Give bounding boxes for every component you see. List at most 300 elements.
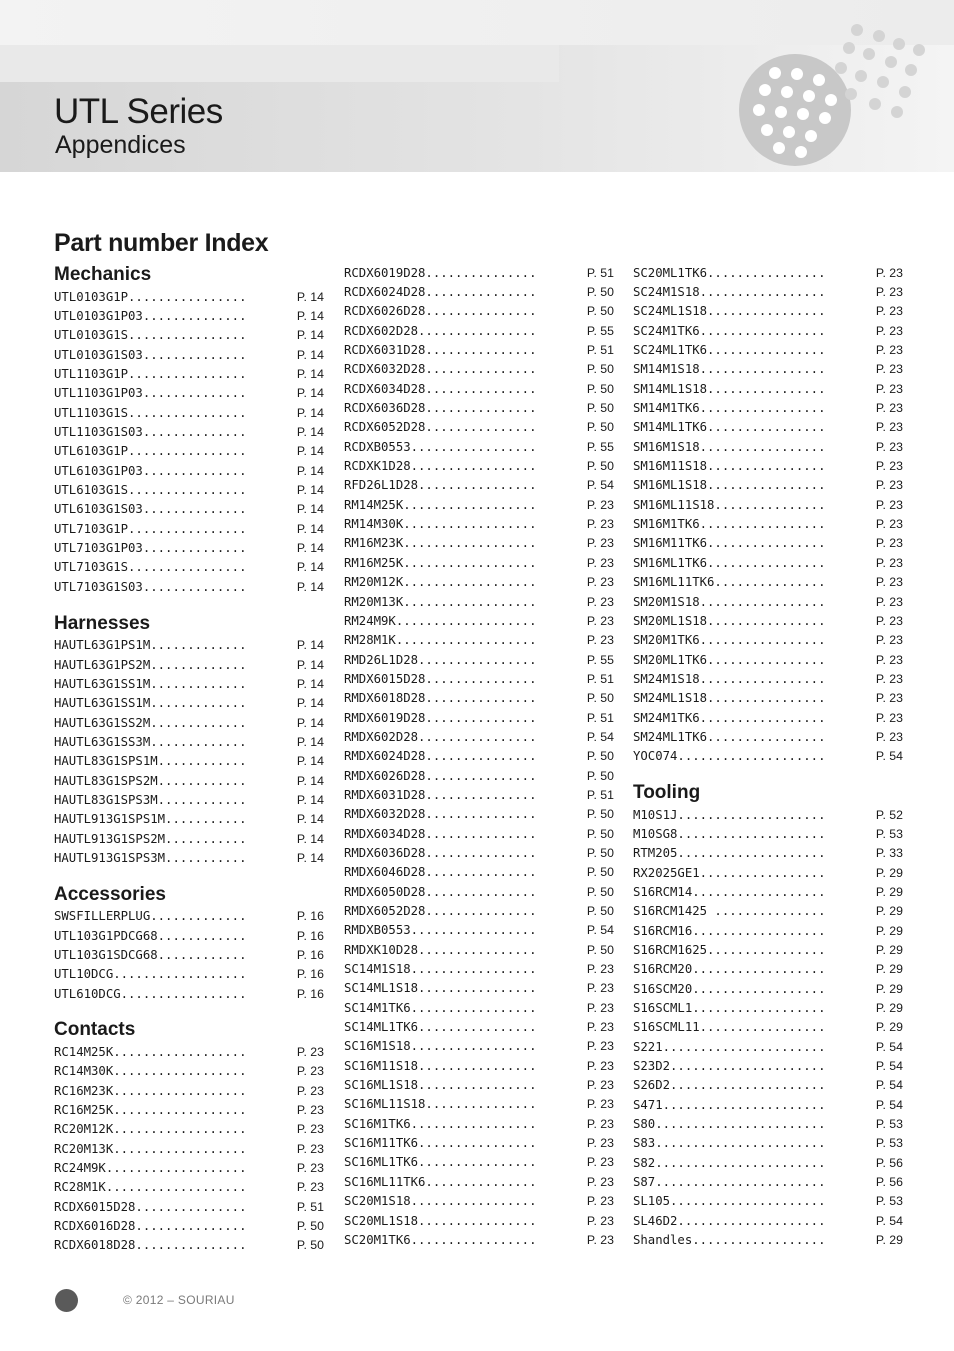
- part-number: SC16M1TK6.................: [344, 1116, 537, 1131]
- index-entry: [54, 287, 324, 306]
- part-number: RC20M12K..................: [54, 1122, 247, 1137]
- page-reference: P. 23: [875, 710, 903, 725]
- part-number: UTL0103G1S................: [54, 328, 247, 343]
- part-number: SL105.....................: [633, 1194, 826, 1209]
- page-reference: P. 50: [586, 691, 614, 706]
- page-reference: P. 23: [586, 1174, 614, 1189]
- page-reference: P. 54: [586, 729, 614, 744]
- page-reference: P. 23: [586, 1232, 614, 1247]
- index-entry: [344, 1192, 614, 1211]
- index-entry: [54, 636, 324, 655]
- part-number: HAUTL913G1SPS3M...........: [54, 850, 247, 865]
- part-number: RMDX6019D28...............: [344, 710, 537, 725]
- part-number: UTL610DCG.................: [54, 986, 247, 1001]
- page-reference: P. 14: [296, 367, 324, 382]
- part-number: SM16ML1S18................: [633, 478, 826, 493]
- index-entry: [54, 364, 324, 383]
- page-reference: P. 23: [875, 439, 903, 454]
- index-entry: [633, 979, 903, 998]
- index-entry: [633, 456, 903, 475]
- part-number: HAUTL63G1SS1M.............: [54, 676, 247, 691]
- part-number: RMDXB0553.................: [344, 923, 537, 938]
- index-entry: [54, 1197, 324, 1216]
- index-entry: [54, 965, 324, 984]
- page-reference: P. 23: [875, 729, 903, 744]
- page-reference: P. 29: [875, 904, 903, 919]
- index-entry: [344, 747, 614, 766]
- section-heading: Harnesses: [54, 612, 151, 634]
- index-entry: [344, 1230, 614, 1249]
- index-entry: [344, 979, 614, 998]
- page-reference: P. 29: [875, 1001, 903, 1016]
- index-entry: [344, 321, 614, 340]
- index-entry: [633, 340, 903, 359]
- page-reference: P. 16: [296, 928, 324, 943]
- part-number: UTL0103G1S03..............: [54, 347, 247, 362]
- index-entry: [633, 902, 903, 921]
- index-column-2: [344, 263, 614, 1250]
- part-number: RC14M25K..................: [54, 1045, 247, 1060]
- page-reference: P. 14: [296, 309, 324, 324]
- part-number: SC16ML1S18................: [344, 1078, 537, 1093]
- part-number: RM16M25K..................: [344, 555, 537, 570]
- index-entry: [54, 732, 324, 751]
- index-entry: [344, 708, 614, 727]
- page-reference: P. 14: [296, 657, 324, 672]
- index-entry: [344, 534, 614, 553]
- page-reference: P. 50: [586, 459, 614, 474]
- index-entry: [633, 650, 903, 669]
- page-reference: P. 52: [875, 807, 903, 822]
- part-number: UTL7103G1P................: [54, 521, 247, 536]
- index-entry: [54, 558, 324, 577]
- page-reference: P. 23: [875, 633, 903, 648]
- index-entry: [54, 790, 324, 809]
- part-number: S82.......................: [633, 1155, 826, 1170]
- part-number: HAUTL63G1SS2M.............: [54, 715, 247, 730]
- part-number: S221......................: [633, 1039, 826, 1054]
- index-entry: [633, 553, 903, 572]
- page-reference: P. 50: [586, 865, 614, 880]
- index-entry: [344, 1211, 614, 1230]
- index-entry: [344, 669, 614, 688]
- index-entry: [633, 940, 903, 959]
- index-entry: [344, 1133, 614, 1152]
- index-entry: [633, 611, 903, 630]
- index-entry: [344, 863, 614, 882]
- part-number: SC16M1S18.................: [344, 1039, 537, 1054]
- index-entry: [54, 519, 324, 538]
- series-title: UTL Series: [54, 92, 223, 131]
- index-entry: [633, 921, 903, 940]
- part-number: S16RCM20..................: [633, 962, 826, 977]
- part-number: SM14M1TK6.................: [633, 401, 826, 416]
- copyright-text: © 2012 – SOURIAU: [123, 1293, 235, 1307]
- index-entry: [54, 1120, 324, 1139]
- index-entry: [633, 534, 903, 553]
- page-reference: P. 23: [296, 1064, 324, 1079]
- page-reference: P. 23: [586, 594, 614, 609]
- index-entry: [344, 263, 614, 282]
- page-reference: P. 29: [875, 962, 903, 977]
- part-number: HAUTL63G1SS3M.............: [54, 734, 247, 749]
- index-entry: [633, 669, 903, 688]
- index-entry: [344, 940, 614, 959]
- index-entry: [344, 1095, 614, 1114]
- index-entry: [54, 771, 324, 790]
- part-number: UTL6103G1S................: [54, 483, 247, 498]
- index-entry: [633, 1211, 903, 1230]
- index-entry: [54, 1178, 324, 1197]
- page-reference: P. 16: [296, 986, 324, 1001]
- page-reference: P. 50: [586, 401, 614, 416]
- part-number: S16RCM14..................: [633, 884, 826, 899]
- part-number: SC14ML1TK6................: [344, 1020, 537, 1035]
- page-reference: P. 23: [586, 575, 614, 590]
- page-reference: P. 23: [586, 981, 614, 996]
- page-reference: P. 23: [586, 1078, 614, 1093]
- page-reference: P. 51: [586, 671, 614, 686]
- page-reference: P. 23: [875, 555, 903, 570]
- index-entry: [344, 340, 614, 359]
- part-number: SM16M1TK6.................: [633, 517, 826, 532]
- index-entry: [54, 810, 324, 829]
- page-reference: P. 54: [875, 1078, 903, 1093]
- page-reference: P. 54: [875, 1097, 903, 1112]
- part-number: UTL7103G1P03..............: [54, 541, 247, 556]
- index-entry: [633, 824, 903, 843]
- part-number: SM16ML11TK6...............: [633, 575, 826, 590]
- page-reference: P. 29: [875, 923, 903, 938]
- part-number: S23D2.....................: [633, 1059, 826, 1074]
- part-number: S16SCM20..................: [633, 981, 826, 996]
- part-number: RC16M25K..................: [54, 1103, 247, 1118]
- page-reference: P. 50: [586, 420, 614, 435]
- index-entry: [344, 476, 614, 495]
- index-entry: [54, 984, 324, 1003]
- index-entry: [344, 650, 614, 669]
- page-reference: P. 51: [586, 265, 614, 280]
- index-entry: [54, 1100, 324, 1119]
- part-number: UTL103G1SDCG68............: [54, 947, 247, 962]
- index-entry: [54, 1139, 324, 1158]
- page-reference: P. 23: [586, 1213, 614, 1228]
- index-entry: [633, 631, 903, 650]
- index-entry: [633, 844, 903, 863]
- page-reference: P. 23: [875, 459, 903, 474]
- part-number: HAUTL63G1PS2M.............: [54, 657, 247, 672]
- part-number: SC16M11S18................: [344, 1058, 537, 1073]
- page-reference: P. 14: [296, 541, 324, 556]
- part-number: SC24ML1TK6................: [633, 343, 826, 358]
- index-entry: [344, 360, 614, 379]
- page-reference: P. 14: [296, 773, 324, 788]
- page-reference: P. 14: [296, 638, 324, 653]
- index-entry: [633, 1231, 903, 1250]
- page-reference: P. 23: [586, 1116, 614, 1131]
- part-number: UTL6103G1P................: [54, 444, 247, 459]
- page-reference: P. 50: [586, 381, 614, 396]
- part-number: S471......................: [633, 1097, 826, 1112]
- index-entry: [54, 345, 324, 364]
- part-number: UTL10DCG..................: [54, 967, 247, 982]
- index-entry: [54, 442, 324, 461]
- part-number: RTM205....................: [633, 846, 826, 861]
- part-number: SC20M1TK6.................: [344, 1232, 537, 1247]
- index-entry: [54, 422, 324, 441]
- index-entry: [54, 384, 324, 403]
- index-entry: [344, 1114, 614, 1133]
- page-reference: P. 23: [296, 1180, 324, 1195]
- part-number: UTL7103G1S................: [54, 560, 247, 575]
- page-reference: P. 23: [586, 1058, 614, 1073]
- page-reference: P. 23: [875, 613, 903, 628]
- part-number: SM20M1S18.................: [633, 594, 826, 609]
- index-entry: [344, 959, 614, 978]
- index-entry: [344, 495, 614, 514]
- page-reference: P. 53: [875, 1117, 903, 1132]
- page-reference: P. 23: [296, 1161, 324, 1176]
- index-entry: [54, 752, 324, 771]
- page-reference: P. 23: [586, 1000, 614, 1015]
- index-entry: [633, 573, 903, 592]
- page-reference: P. 51: [296, 1199, 324, 1214]
- page-reference: P. 23: [586, 536, 614, 551]
- part-number: M10S1J....................: [633, 807, 826, 822]
- part-number: UTL103G1PDCG68............: [54, 928, 247, 943]
- index-entry: [54, 1216, 324, 1235]
- part-number: S80.......................: [633, 1117, 826, 1132]
- page-reference: P. 23: [586, 517, 614, 532]
- page-reference: P. 23: [875, 401, 903, 416]
- part-number: RMDX6050D28...............: [344, 884, 537, 899]
- index-entry: [54, 674, 324, 693]
- part-number: RCDX6024D28...............: [344, 285, 537, 300]
- page-reference: P. 50: [586, 285, 614, 300]
- page-reference: P. 50: [586, 845, 614, 860]
- page-reference: P. 23: [875, 671, 903, 686]
- part-number: S16SCML11.................: [633, 1020, 826, 1035]
- part-number: SC20ML1S18................: [344, 1213, 537, 1228]
- part-number: SM24ML1TK6................: [633, 729, 826, 744]
- page-reference: P. 53: [875, 1194, 903, 1209]
- index-entry: [54, 403, 324, 422]
- part-number: RMDX6024D28...............: [344, 749, 537, 764]
- index-entry: [344, 921, 614, 940]
- index-entry: [54, 713, 324, 732]
- part-number: RMDX6018D28...............: [344, 691, 537, 706]
- part-number: RCDX6015D28...............: [54, 1199, 247, 1214]
- page-reference: P. 51: [586, 787, 614, 802]
- page-reference: P. 23: [875, 691, 903, 706]
- index-entry: [54, 480, 324, 499]
- page-reference: P. 14: [296, 328, 324, 343]
- part-number: RMDX6052D28...............: [344, 904, 537, 919]
- index-entry: [54, 907, 324, 926]
- page-reference: P. 14: [296, 715, 324, 730]
- page-reference: P. 29: [875, 981, 903, 996]
- part-number: HAUTL913G1SPS1M...........: [54, 812, 247, 827]
- part-number: RCDX602D28................: [344, 323, 537, 338]
- part-number: RCDX6016D28...............: [54, 1219, 247, 1234]
- header-accent-bar: [0, 45, 559, 82]
- index-entry: [633, 1056, 903, 1075]
- page-reference: P. 23: [586, 1155, 614, 1170]
- page-reference: P. 55: [586, 323, 614, 338]
- page-reference: P. 14: [296, 444, 324, 459]
- index-entry: [344, 437, 614, 456]
- page-reference: P. 50: [296, 1238, 324, 1253]
- index-entry: [633, 1076, 903, 1095]
- page-reference: P. 54: [875, 1039, 903, 1054]
- index-entry: [344, 302, 614, 321]
- part-number: RCDX6026D28...............: [344, 304, 537, 319]
- index-entry: [54, 306, 324, 325]
- part-number: HAUTL83G1SPS3M............: [54, 792, 247, 807]
- index-entry: [344, 1075, 614, 1094]
- page-reference: P. 23: [586, 555, 614, 570]
- index-entry: [633, 960, 903, 979]
- index-entry: [54, 500, 324, 519]
- index-entry: [633, 592, 903, 611]
- part-number: RM20M12K..................: [344, 575, 537, 590]
- page-reference: P. 14: [296, 560, 324, 575]
- section-heading: Accessories: [54, 883, 166, 905]
- page-reference: P. 50: [586, 942, 614, 957]
- part-number: SL46D2....................: [633, 1213, 826, 1228]
- index-entry: [633, 747, 903, 766]
- index-entry: [344, 611, 614, 630]
- page-reference: P. 23: [875, 265, 903, 280]
- page-reference: P. 14: [296, 831, 324, 846]
- page-reference: P. 54: [586, 923, 614, 938]
- page-reference: P. 23: [586, 613, 614, 628]
- page-reference: P. 14: [296, 579, 324, 594]
- page-reference: P. 54: [875, 1213, 903, 1228]
- index-entry: [344, 843, 614, 862]
- part-number: RMDX6032D28...............: [344, 807, 537, 822]
- page-reference: P. 14: [296, 347, 324, 362]
- page-reference: P. 54: [586, 478, 614, 493]
- page-reference: P. 23: [875, 304, 903, 319]
- part-number: SC24ML1S18................: [633, 304, 826, 319]
- page-reference: P. 23: [875, 594, 903, 609]
- index-entry: [633, 1114, 903, 1133]
- page-reference: P. 14: [296, 521, 324, 536]
- index-entry: [54, 694, 324, 713]
- page-reference: P. 23: [875, 517, 903, 532]
- part-number: SM16M1S18.................: [633, 439, 826, 454]
- page-reference: P. 23: [875, 381, 903, 396]
- page-reference: P. 55: [586, 439, 614, 454]
- page-reference: P. 50: [586, 362, 614, 377]
- part-number: RMD26L1D28................: [344, 652, 537, 667]
- page-reference: P. 23: [586, 497, 614, 512]
- index-column-1: [54, 263, 324, 1255]
- part-number: RMDX6034D28...............: [344, 826, 537, 841]
- part-number: SC16M11TK6................: [344, 1136, 537, 1151]
- index-title: Part number Index: [54, 229, 269, 257]
- section-heading: Tooling: [633, 781, 701, 803]
- index-entry: [54, 1158, 324, 1177]
- page-reference: P. 14: [296, 483, 324, 498]
- part-number: SC14M1S18.................: [344, 962, 537, 977]
- page-reference: P. 23: [875, 478, 903, 493]
- page-reference: P. 14: [296, 405, 324, 420]
- page-reference: P. 56: [875, 1175, 903, 1190]
- part-number: UTL1103G1S03..............: [54, 425, 247, 440]
- part-number: S16RCM1425 ...............: [633, 904, 826, 919]
- index-entry: [54, 1081, 324, 1100]
- part-number: S16RCM16..................: [633, 923, 826, 938]
- part-number: UTL6103G1P03..............: [54, 463, 247, 478]
- page-reference: P. 23: [875, 497, 903, 512]
- index-entry: [344, 901, 614, 920]
- page-reference: P. 23: [875, 323, 903, 338]
- page-reference: P. 54: [875, 749, 903, 764]
- page-reference: P. 55: [586, 652, 614, 667]
- index-entry: [54, 1042, 324, 1061]
- page-reference: P. 29: [875, 884, 903, 899]
- index-entry: [54, 1062, 324, 1081]
- index-entry: [633, 495, 903, 514]
- part-number: SC14M1TK6.................: [344, 1000, 537, 1015]
- page-reference: P. 23: [875, 343, 903, 358]
- page-reference: P. 14: [296, 850, 324, 865]
- part-number: RC16M23K..................: [54, 1083, 247, 1098]
- part-number: SM20M1TK6.................: [633, 633, 826, 648]
- part-number: HAUTL63G1SS1M.............: [54, 696, 247, 711]
- part-number: SM16M11TK6................: [633, 536, 826, 551]
- part-number: SC24M1S18.................: [633, 285, 826, 300]
- index-entry: [633, 689, 903, 708]
- part-number: HAUTL913G1SPS2M...........: [54, 831, 247, 846]
- index-entry: [633, 1037, 903, 1056]
- part-number: RCDXB0553.................: [344, 439, 537, 454]
- index-entry: [633, 514, 903, 533]
- page-reference: P. 14: [296, 502, 324, 517]
- index-entry: [633, 263, 903, 282]
- page-reference: P. 23: [875, 536, 903, 551]
- index-entry: [344, 1017, 614, 1036]
- series-subtitle: Appendices: [55, 131, 186, 159]
- part-number: RM16M23K..................: [344, 536, 537, 551]
- page-reference: P. 23: [586, 1136, 614, 1151]
- index-entry: [344, 1172, 614, 1191]
- part-number: SC20M1S18.................: [344, 1194, 537, 1209]
- index-entry: [344, 514, 614, 533]
- page-reference: P. 56: [875, 1155, 903, 1170]
- index-entry: [344, 456, 614, 475]
- page-reference: P. 50: [586, 884, 614, 899]
- part-number: UTL0103G1P03..............: [54, 309, 247, 324]
- page-reference: P. 50: [586, 807, 614, 822]
- index-entry: [633, 1018, 903, 1037]
- page-reference: P. 23: [586, 1039, 614, 1054]
- page-reference: P. 29: [875, 1233, 903, 1248]
- part-number: RC24M9K...................: [54, 1161, 247, 1176]
- page-reference: P. 50: [586, 304, 614, 319]
- index-entry: [54, 926, 324, 945]
- page-reference: P. 29: [875, 865, 903, 880]
- index-entry: [633, 437, 903, 456]
- part-number: RM24M9K...................: [344, 613, 537, 628]
- part-number: UTL1103G1P................: [54, 367, 247, 382]
- part-number: RC28M1K...................: [54, 1180, 247, 1195]
- page-number-badge: [55, 1289, 78, 1312]
- page-reference: P. 53: [875, 826, 903, 841]
- part-number: SC16ML1TK6................: [344, 1155, 537, 1170]
